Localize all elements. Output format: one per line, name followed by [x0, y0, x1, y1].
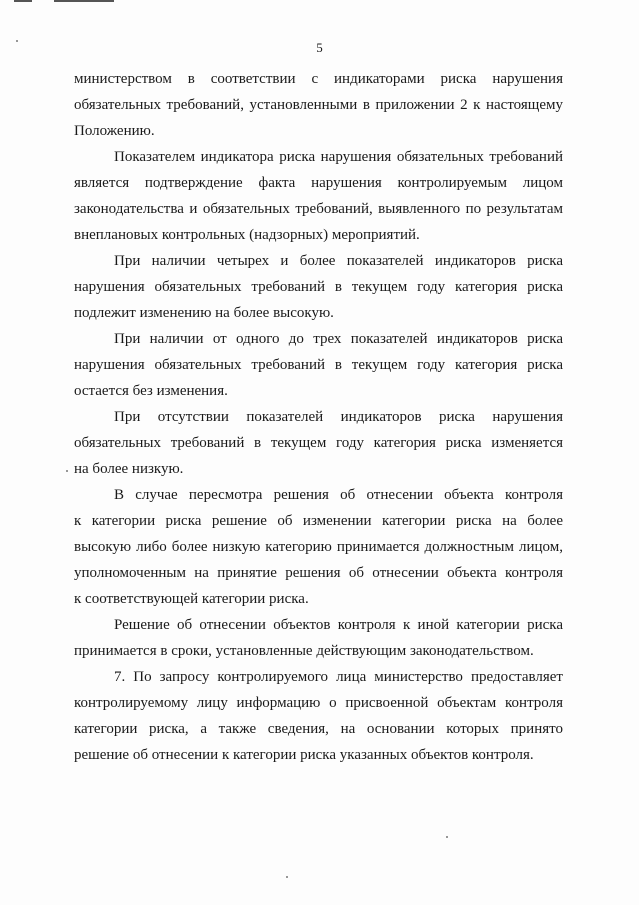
paragraph: [74, 248, 563, 326]
scan-speck: [66, 470, 68, 472]
text-line: Положению.: [74, 123, 155, 139]
scan-speck: [446, 836, 448, 838]
text-line: принимается в сроки, установленные действующим законодательством.: [74, 643, 534, 659]
text-line: на более низкую.: [74, 461, 184, 477]
text-line: к соответствующей категории риска.: [74, 591, 309, 607]
text-line: обязательных требований, установленными в приложении 2 к настоящему: [74, 97, 563, 113]
text-line: нарушения обязательных требований в текущем году категория риска: [74, 279, 563, 295]
text-line: 7. По запросу контролируемого лица министерство предоставляет: [114, 669, 563, 685]
text-line: высокую либо более низкую категорию принимается должностным лицом,: [74, 539, 563, 555]
paragraph: [74, 144, 563, 248]
paragraph: [74, 326, 563, 404]
text-line: подлежит изменению на более высокую.: [74, 305, 334, 321]
text-line: При наличии от одного до трех показателей индикаторов риска: [114, 331, 563, 347]
text-line: категории риска, а также сведения, на основании которых принято: [74, 721, 563, 737]
text-line: В случае пересмотра решения об отнесении объекта контроля: [114, 487, 563, 503]
text-line: нарушения обязательных требований в текущем году категория риска: [74, 357, 563, 373]
text-line: решение об отнесении к категории риска указанных объектов контроля.: [74, 747, 534, 763]
text-line: внеплановых контрольных (надзорных) мероприятий.: [74, 227, 420, 243]
text-line: законодательства и обязательных требований, выявленного по результатам: [74, 201, 563, 217]
paragraph: [74, 664, 563, 768]
text-line: к категории риска решение об изменении категории риска на более: [74, 513, 563, 529]
page-number: 5: [316, 40, 323, 55]
text-line: министерством в соответствии с индикаторами риска нарушения: [74, 71, 563, 87]
text-line: остается без изменения.: [74, 383, 228, 399]
paragraph: [74, 482, 563, 612]
text-line: является подтверждение факта нарушения контролируемым лицом: [74, 175, 563, 191]
text-line: Показателем индикатора риска нарушения обязательных требований: [114, 149, 563, 165]
text-line: При наличии четырех и более показателей индикаторов риска: [114, 253, 563, 269]
text-line: Решение об отнесении объектов контроля к иной категории риска: [114, 617, 563, 633]
text-line: контролируемому лицу информацию о присвоенной объектам контроля: [74, 695, 563, 711]
text-line: уполномоченным на принятие решения об отнесении объекта контроля: [74, 565, 563, 581]
scan-speck: [286, 876, 288, 878]
document-body: [74, 66, 563, 768]
paragraph: [74, 612, 563, 664]
scan-edge-marks: [14, 0, 124, 4]
paragraph: [74, 404, 563, 482]
text-line: обязательных требований в текущем году категория риска изменяется: [74, 435, 563, 451]
text-line: При отсутствии показателей индикаторов риска нарушения: [114, 409, 563, 425]
paragraph: [74, 66, 563, 144]
